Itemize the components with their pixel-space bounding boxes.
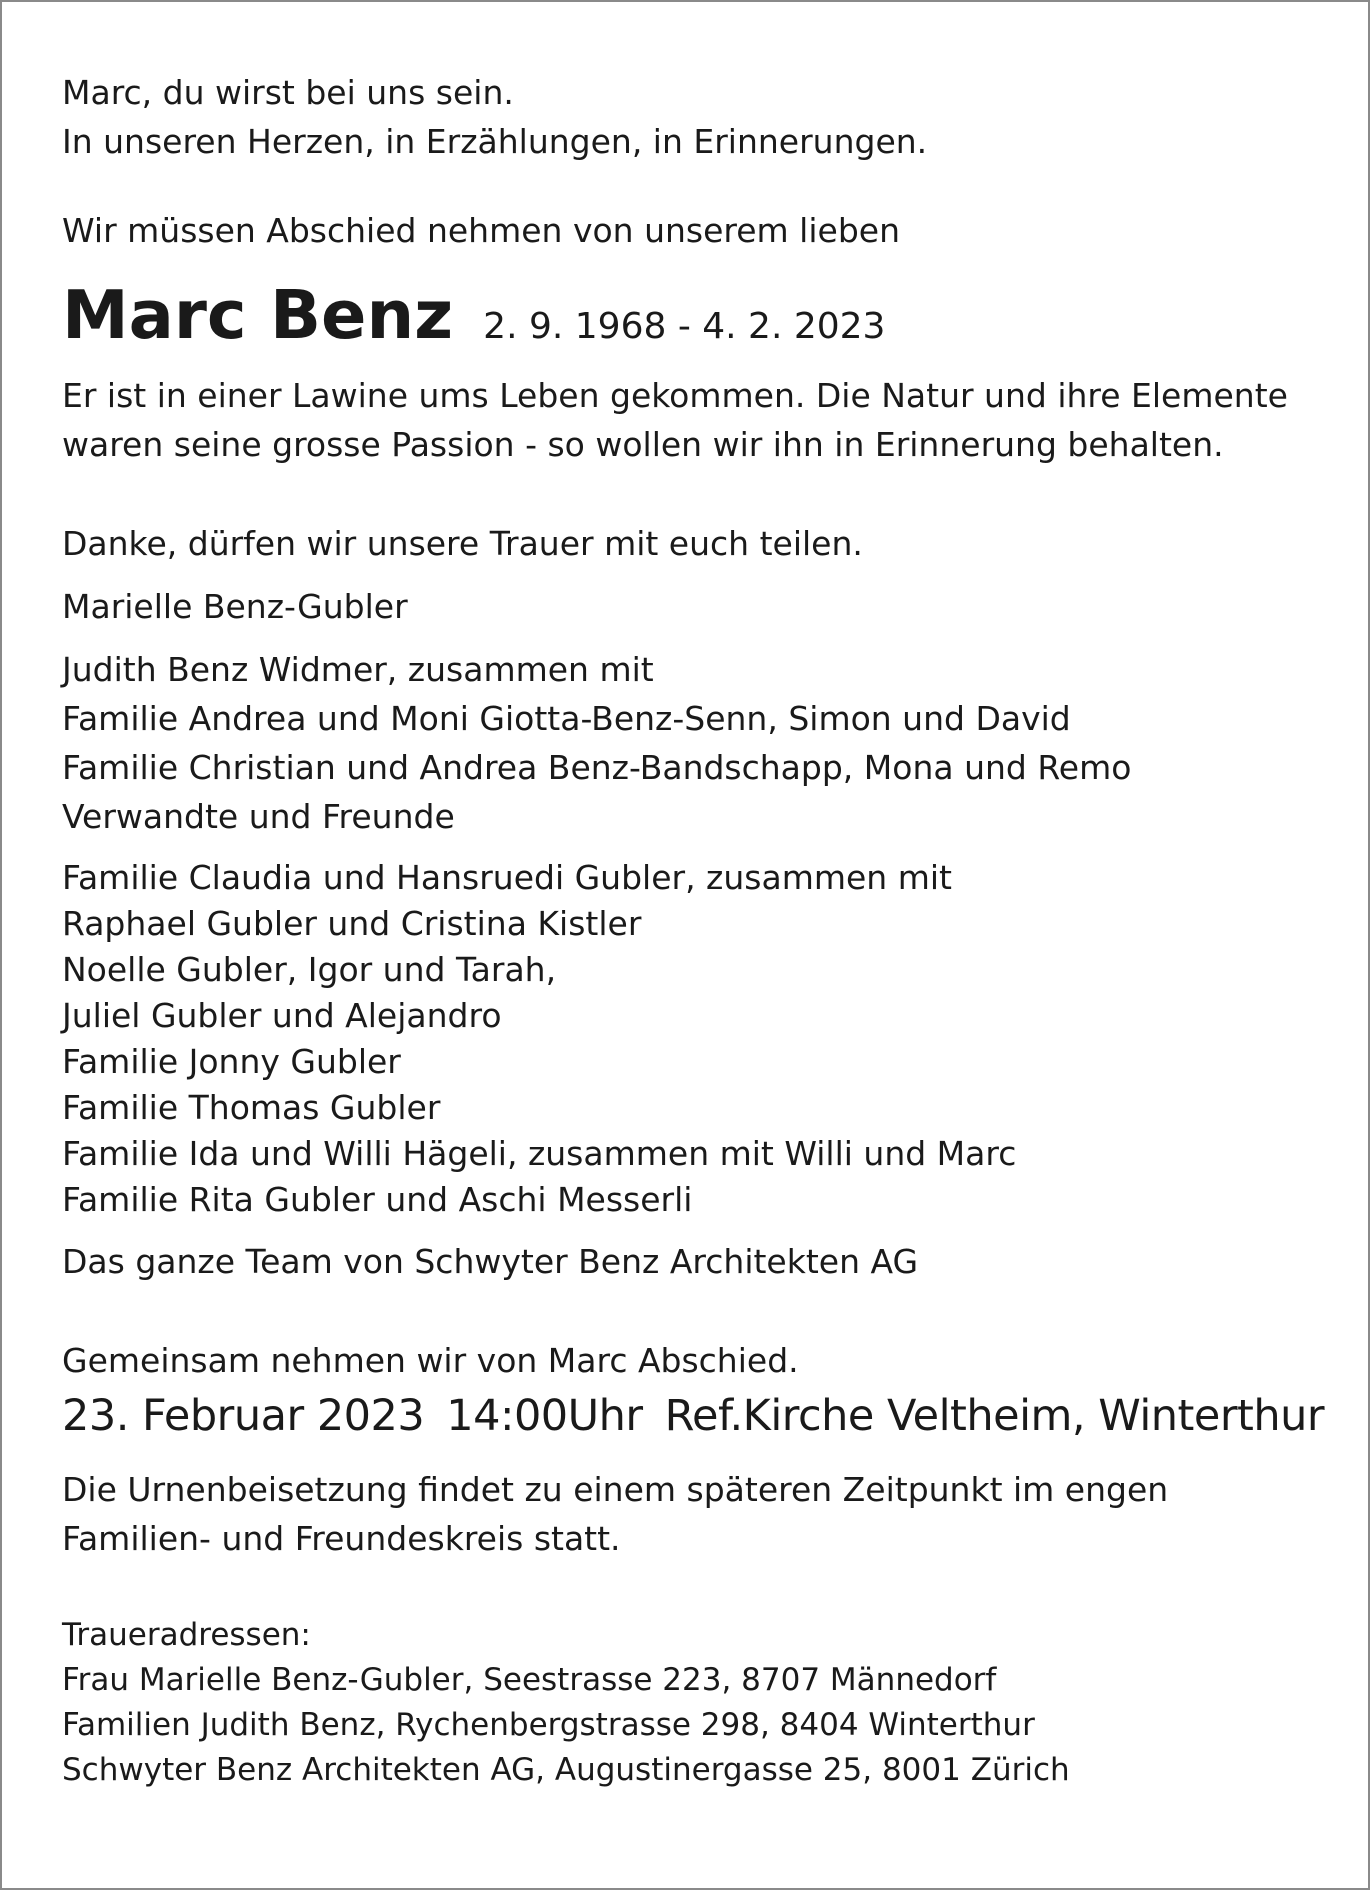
mourner-group-2 xyxy=(62,855,1342,1223)
mourner-group-1 xyxy=(62,645,1342,841)
farewell-announcement: Wir müssen Abschied nehmen von unserem lieben xyxy=(62,211,900,250)
mourner-line: Noelle Gubler, Igor und Tarah, xyxy=(62,950,557,989)
ceremony-time: 14:00Uhr xyxy=(446,1391,643,1441)
address-line: Frau Marielle Benz-Gubler, Seestrasse 223, 8707 Männedorf xyxy=(62,1662,997,1698)
intro-line-1: Marc, du wirst bei uns sein. xyxy=(62,73,514,112)
deceased-header xyxy=(62,275,1342,355)
address-line: Schwyter Benz Architekten AG, Augustinergasse 25, 8001 Zürich xyxy=(62,1752,1070,1788)
story-line-2: waren seine grosse Passion - so wollen wir ihn in Erinnerung behalten. xyxy=(62,425,1224,464)
farewell-intro: Gemeinsam nehmen wir von Marc Abschied. xyxy=(62,1341,799,1380)
spacer xyxy=(62,166,1342,206)
mourner-line: Familie Claudia und Hansruedi Gubler, zusammen mit xyxy=(62,858,952,897)
urn-burial-text xyxy=(62,1465,1342,1563)
story-text xyxy=(62,371,1342,469)
spacer xyxy=(62,631,1342,645)
mourner-line: Familie Christian und Andrea Benz-Bandschapp, Mona und Remo xyxy=(62,748,1132,787)
mourner-team: Das ganze Team von Schwyter Benz Architekten AG xyxy=(62,1242,919,1281)
thanks-text: Danke, dürfen wir unsere Trauer mit euch teilen. xyxy=(62,524,863,563)
mourner-line: Familie Rita Gubler und Aschi Messerli xyxy=(62,1180,693,1219)
spacer xyxy=(62,1286,1342,1336)
deceased-dates: 2. 9. 1968 - 4. 2. 2023 xyxy=(483,306,886,347)
deceased-name: Marc Benz xyxy=(62,276,454,354)
mourner-spouse: Marielle Benz-Gubler xyxy=(62,587,408,626)
address-line: Familien Judith Benz, Rychenbergstrasse 298, 8404 Winterthur xyxy=(62,1707,1035,1743)
spacer xyxy=(62,1223,1342,1237)
urn-line-1: Die Urnenbeisetzung findet zu einem späteren Zeitpunkt im engen xyxy=(62,1470,1169,1509)
mourner-line: Familie Andrea und Moni Giotta-Benz-Senn, Simon und David xyxy=(62,699,1071,738)
mourning-addresses xyxy=(62,1613,1342,1793)
ceremony-details xyxy=(62,1385,1342,1447)
mourner-line: Familie Ida und Willi Hägeli, zusammen mit Willi und Marc xyxy=(62,1134,1017,1173)
mourner-line: Raphael Gubler und Cristina Kistler xyxy=(62,904,642,943)
urn-line-2: Familien- und Freundeskreis statt. xyxy=(62,1519,621,1558)
mourner-line: Juliel Gubler und Alejandro xyxy=(62,996,502,1035)
mourner-line: Familie Jonny Gubler xyxy=(62,1042,401,1081)
intro-text xyxy=(62,68,1342,166)
mourner-line: Judith Benz Widmer, zusammen mit xyxy=(62,650,654,689)
mourner-line: Verwandte und Freunde xyxy=(62,797,455,836)
addresses-heading: Traueradressen: xyxy=(62,1617,311,1653)
mourner-line: Familie Thomas Gubler xyxy=(62,1088,441,1127)
spacer xyxy=(62,841,1342,855)
spacer xyxy=(62,568,1342,582)
spacer xyxy=(62,1447,1342,1465)
ceremony-date: 23. Februar 2023 xyxy=(62,1391,425,1441)
ceremony-place: Ref.Kirche Veltheim, Winterthur xyxy=(664,1391,1325,1441)
spacer xyxy=(62,469,1342,519)
intro-line-2: In unseren Herzen, in Erzählungen, in Erinnerungen. xyxy=(62,122,928,161)
obituary-content xyxy=(62,68,1342,1793)
story-line-1: Er ist in einer Lawine ums Leben gekommen. Die Natur und ihre Elemente xyxy=(62,376,1288,415)
spacer xyxy=(62,1563,1342,1613)
